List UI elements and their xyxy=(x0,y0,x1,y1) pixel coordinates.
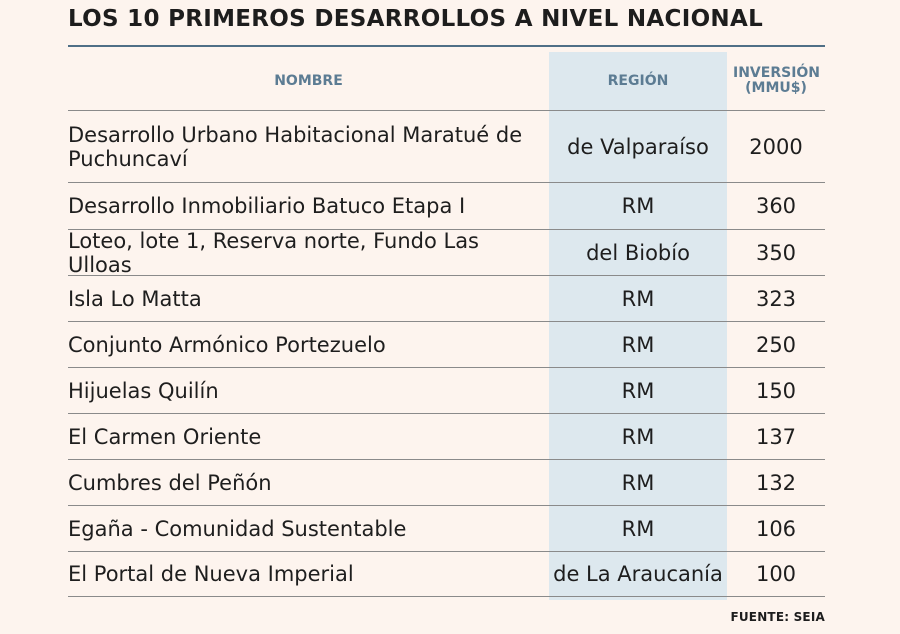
table-row xyxy=(68,229,825,275)
column-header-inversion-text: INVERSIÓN (MMU$) xyxy=(733,65,821,96)
cell-inversion: 2000 xyxy=(749,134,803,159)
table-header xyxy=(68,52,825,110)
table-row xyxy=(68,459,825,505)
title-rule xyxy=(68,45,825,47)
cell-inversion: 323 xyxy=(755,286,797,311)
cell-nombre: Hijuelas Quilín xyxy=(68,378,219,403)
cell-nombre: Desarrollo Urbano Habitacional Maratué de Puchuncaví xyxy=(68,122,523,171)
cell-nombre: Loteo, lote 1, Reserva norte, Fundo Las Ulloas xyxy=(68,228,479,277)
cell-region: RM xyxy=(621,378,655,403)
table-row xyxy=(68,367,825,413)
cell-region: del Biobío xyxy=(586,240,690,265)
table-row xyxy=(68,505,825,551)
cell-inversion: 100 xyxy=(755,562,797,586)
cell-inversion: 106 xyxy=(755,516,797,541)
cell-nombre: Cumbres del Peñón xyxy=(68,470,272,495)
column-header-region: REGIÓN xyxy=(607,72,669,89)
table-row xyxy=(68,275,825,321)
cell-nombre: El Carmen Oriente xyxy=(68,424,262,449)
cell-region: RM xyxy=(621,332,655,357)
chart-title: LOS 10 PRIMEROS DESARROLLOS A NIVEL NACIONAL xyxy=(68,6,764,32)
cell-inversion: 150 xyxy=(755,378,797,403)
cell-region: RM xyxy=(621,194,655,218)
cell-region: RM xyxy=(621,286,655,311)
cell-nombre: Isla Lo Matta xyxy=(68,286,202,311)
cell-inversion: 350 xyxy=(755,240,797,265)
cell-inversion: 250 xyxy=(755,332,797,357)
cell-region: RM xyxy=(621,424,655,449)
cell-nombre: Egaña - Comunidad Sustentable xyxy=(68,516,407,541)
table-row xyxy=(68,551,825,597)
cell-nombre: Desarrollo Inmobiliario Batuco Etapa I xyxy=(68,194,466,218)
table-body xyxy=(68,110,825,597)
column-header-inversion xyxy=(727,52,825,110)
cell-inversion: 360 xyxy=(755,194,797,218)
cell-region: RM xyxy=(621,516,655,541)
cell-region: de Valparaíso xyxy=(567,134,709,159)
cell-region: RM xyxy=(621,470,655,495)
table-row xyxy=(68,182,825,229)
source-note: FUENTE: SEIA xyxy=(730,610,825,624)
table-row xyxy=(68,413,825,459)
table-row xyxy=(68,110,825,182)
cell-inversion: 132 xyxy=(755,470,797,495)
cell-inversion: 137 xyxy=(755,424,797,449)
table-row xyxy=(68,321,825,367)
cell-nombre: Conjunto Armónico Portezuelo xyxy=(68,332,386,357)
cell-nombre: El Portal de Nueva Imperial xyxy=(68,562,354,586)
column-header-nombre: NOMBRE xyxy=(274,72,343,89)
cell-region: de La Araucanía xyxy=(553,562,723,586)
